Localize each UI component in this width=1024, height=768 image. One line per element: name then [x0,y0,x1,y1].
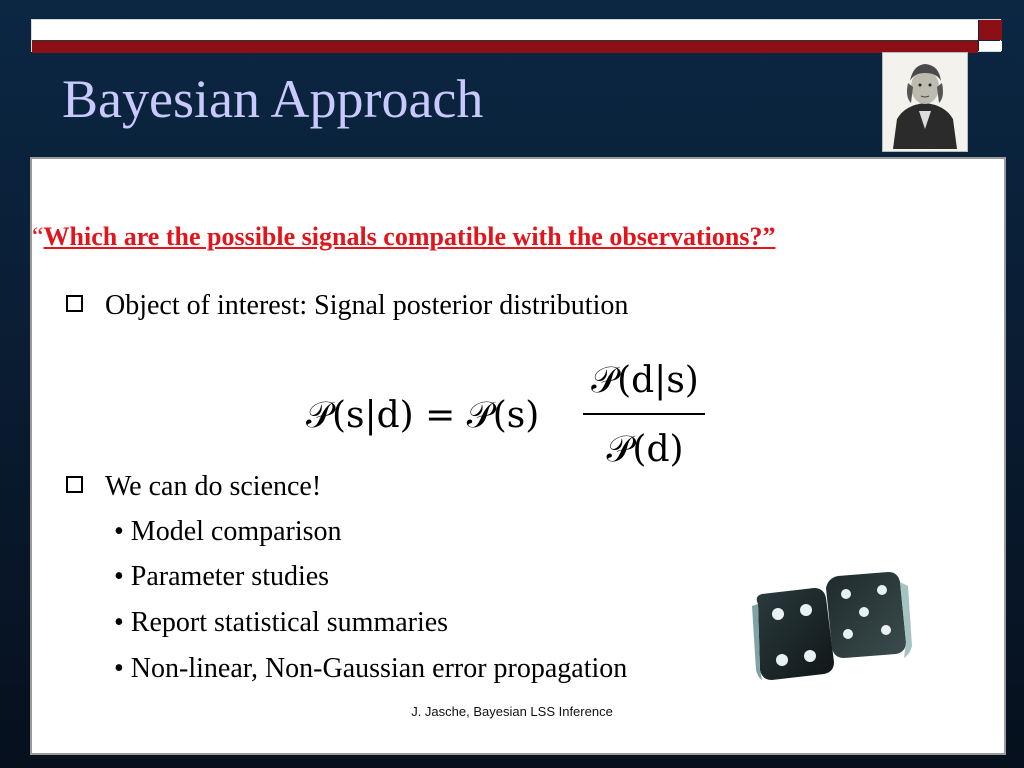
checkbox-bullet-icon [66,476,83,493]
sub-item: • Parameter studies [114,561,330,592]
bayes-formula [300,355,720,475]
slide-title: Bayesian Approach [62,69,484,129]
portrait-caption: Rev. T. Bayes [912,143,938,148]
header-decoration-bar [31,19,1001,52]
question-text: Which are the possible signals compatible with the observations?” [43,222,776,251]
bullet-1 [66,290,628,322]
dice-image [748,566,918,696]
die-left [752,588,834,680]
question-open-quote: “ [32,222,44,251]
formula-lhs: 𝒫(s|d) = 𝒫(s) [306,395,540,436]
bayes-portrait-image [882,52,968,152]
formula-numerator: 𝒫(d|s) [591,360,699,401]
slide-footer: J. Jasche, Bayesian LSS Inference [411,704,613,719]
bullet-2 [66,471,321,503]
bullet-2-text: We can do science! [105,471,322,502]
bullet-1-text: Object of interest: Signal posterior distribution [105,290,629,321]
sub-item: • Model comparison [114,516,342,547]
formula-denominator: 𝒫(d) [606,429,684,470]
question-line [32,222,1012,252]
die-right [826,572,912,658]
sub-item: • Non-linear, Non-Gaussian error propagation [114,653,628,684]
sub-item: • Report statistical summaries [114,607,449,638]
checkbox-bullet-icon [66,295,83,312]
